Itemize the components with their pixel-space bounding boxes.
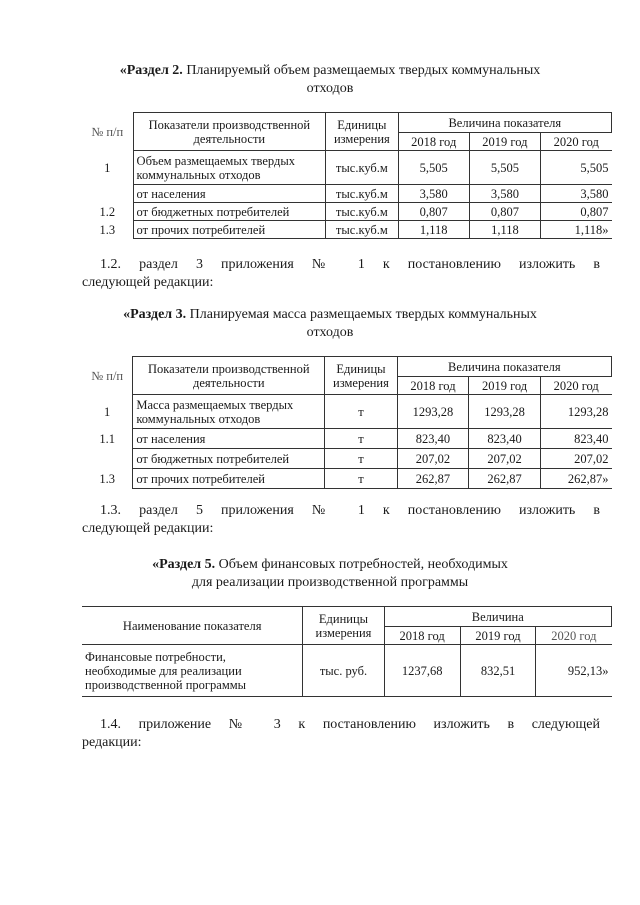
- section2-title-rest: Планируемый объем размещаемых твердых коммунальных: [182, 63, 541, 78]
- section2-title: [60, 62, 600, 98]
- row-unit: т: [325, 469, 397, 489]
- header-num: № п/п: [91, 124, 124, 139]
- row-name: от населения: [133, 185, 326, 203]
- header-2019: 2019 год: [469, 133, 540, 151]
- row-2018: 1,118: [398, 221, 469, 239]
- table-row: [82, 469, 612, 489]
- row-2018: 1237,68: [384, 645, 460, 697]
- row-unit: тыс. руб.: [303, 645, 384, 697]
- header-value: Величина: [384, 607, 611, 627]
- row-2018: 5,505: [398, 151, 469, 185]
- header-2018: 2018 год: [384, 627, 460, 645]
- row-2020: 1293,28: [540, 395, 611, 429]
- section3-title-line2: отходов: [306, 325, 354, 340]
- row-2018: 3,580: [398, 185, 469, 203]
- row-2020: 3,580: [541, 185, 612, 203]
- row-unit: т: [325, 395, 397, 429]
- row-num: [82, 449, 133, 469]
- row-2020: 262,87»: [540, 469, 611, 489]
- row-2019: 823,40: [469, 429, 541, 449]
- section3-title-rest: Планируемая масса размещаемых твердых коммунальных: [186, 307, 537, 322]
- header-indicator: Показатели производственной деятельности: [133, 113, 326, 151]
- section3-table: [82, 356, 612, 489]
- section3-title: [60, 306, 600, 342]
- row-name: от населения: [133, 429, 325, 449]
- row-2018: 823,40: [397, 429, 469, 449]
- row-name: Масса размещаемых твердых коммунальных отходов: [133, 395, 325, 429]
- header-name: Наименование показателя: [82, 607, 303, 645]
- header-units: Единицы измерения: [303, 607, 384, 645]
- row-name: от бюджетных потребителей: [133, 203, 326, 221]
- row-unit: тыс.куб.м: [326, 221, 399, 239]
- row-2020: 5,505: [541, 151, 612, 185]
- row-2018: 262,87: [397, 469, 469, 489]
- row-2019: 262,87: [469, 469, 541, 489]
- table-row: [82, 395, 612, 429]
- section5-title-bold: «Раздел 5.: [152, 557, 216, 572]
- header-num: № п/п: [91, 368, 124, 383]
- row-2019: 1,118: [469, 221, 540, 239]
- table-row: [82, 185, 612, 203]
- row-2020: 952,13»: [536, 645, 612, 697]
- row-name: Объем размещаемых твердых коммунальных отходов: [133, 151, 326, 185]
- row-unit: тыс.куб.м: [326, 185, 399, 203]
- table-row: [82, 449, 612, 469]
- paragraph-1-2: 1.2. раздел 3 приложения № 1 к постановлению изложить в: [100, 257, 600, 272]
- section5-title-line2: для реализации производственной программы: [191, 575, 469, 590]
- row-2020: 0,807: [541, 203, 612, 221]
- row-name: от прочих потребителей: [133, 221, 326, 239]
- header-2018: 2018 год: [397, 377, 469, 395]
- row-2019: 207,02: [469, 449, 541, 469]
- row-num: [82, 185, 133, 203]
- header-2019: 2019 год: [469, 377, 541, 395]
- row-num: 1.1: [99, 431, 115, 446]
- table-row: [82, 221, 612, 239]
- table-row: [82, 203, 612, 221]
- row-2018: 207,02: [397, 449, 469, 469]
- header-value: Величина показателя: [397, 357, 611, 377]
- paragraph-1-3-line2: следующей редакции:: [82, 521, 214, 536]
- paragraph-1-2-line2: следующей редакции:: [82, 275, 214, 290]
- header-2020: 2020 год: [540, 377, 611, 395]
- row-num: 1: [104, 404, 111, 419]
- row-2020: 207,02: [540, 449, 611, 469]
- header-2018: 2018 год: [398, 133, 469, 151]
- header-indicator: Показатели производственной деятельности: [133, 357, 325, 395]
- header-units: Единицы измерения: [325, 357, 397, 395]
- row-2020: 823,40: [540, 429, 611, 449]
- table-row: [82, 151, 612, 185]
- row-unit: тыс.куб.м: [326, 151, 399, 185]
- row-2019: 0,807: [469, 203, 540, 221]
- table-row: [82, 645, 612, 697]
- row-2018: 0,807: [398, 203, 469, 221]
- row-num: 1.3: [99, 222, 116, 237]
- section3-title-bold: «Раздел 3.: [123, 307, 187, 322]
- row-num: 1.2: [99, 204, 116, 219]
- header-2020: 2020 год: [536, 627, 612, 645]
- table-row: [82, 429, 612, 449]
- section5-table: [82, 606, 612, 697]
- section5-title: [100, 556, 560, 592]
- header-2019: 2019 год: [460, 627, 536, 645]
- row-name: от прочих потребителей: [133, 469, 325, 489]
- paragraph-1-4: 1.4. приложение № 3 к постановлению изложить в следующей: [100, 717, 600, 732]
- row-unit: т: [325, 429, 397, 449]
- row-2019: 832,51: [460, 645, 536, 697]
- row-unit: т: [325, 449, 397, 469]
- row-2019: 1293,28: [469, 395, 541, 429]
- header-units: Единицы измерения: [326, 113, 399, 151]
- row-2020: 1,118»: [541, 221, 612, 239]
- row-2019: 5,505: [469, 151, 540, 185]
- section5-title-rest: Объем финансовых потребностей, необходимых: [215, 557, 508, 572]
- paragraph-1-4-line2: редакции:: [82, 735, 142, 750]
- header-value: Величина показателя: [398, 113, 611, 133]
- header-2020: 2020 год: [541, 133, 612, 151]
- row-name: Финансовые потребности, необходимые для реализации производственной программы: [82, 645, 303, 697]
- section2-title-line2: отходов: [306, 81, 354, 96]
- row-2018: 1293,28: [397, 395, 469, 429]
- paragraph-1-3: 1.3. раздел 5 приложения № 1 к постановлению изложить в: [100, 503, 600, 518]
- section2-table: [82, 112, 612, 239]
- row-2019: 3,580: [469, 185, 540, 203]
- row-unit: тыс.куб.м: [326, 203, 399, 221]
- section2-title-bold: «Раздел 2.: [119, 63, 183, 78]
- row-name: от бюджетных потребителей: [133, 449, 325, 469]
- row-num: 1: [104, 160, 111, 175]
- row-num: 1.3: [99, 471, 115, 486]
